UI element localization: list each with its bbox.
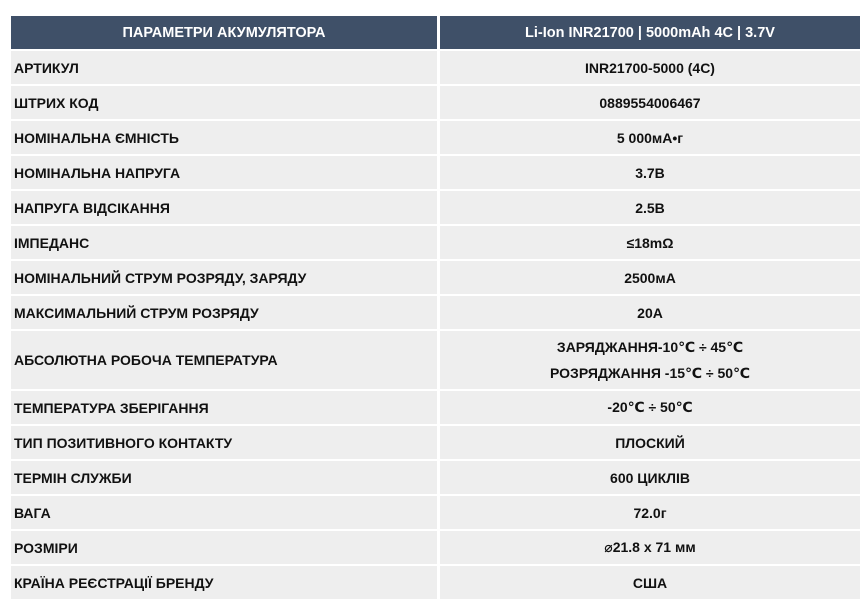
battery-spec-table	[11, 14, 860, 601]
row-label: ІМПЕДАНС	[11, 226, 440, 259]
row-label: ВАГА	[11, 496, 440, 529]
row-value: 2.5В	[440, 191, 860, 224]
table-row	[11, 331, 860, 389]
table-row	[11, 566, 860, 599]
table-row	[11, 261, 860, 294]
row-value: 20А	[440, 296, 860, 329]
table-row	[11, 531, 860, 564]
row-value: США	[440, 566, 860, 599]
row-label: ТИП ПОЗИТИВНОГО КОНТАКТУ	[11, 426, 440, 459]
row-value: 72.0г	[440, 496, 860, 529]
table-row	[11, 86, 860, 119]
table-row	[11, 426, 860, 459]
table-row	[11, 226, 860, 259]
table-header-row	[11, 16, 860, 49]
row-value: ⌀21.8 х 71 мм	[440, 531, 860, 564]
header-parameters: ПАРАМЕТРИ АКУМУЛЯТОРА	[11, 16, 440, 49]
row-value: 2500мА	[440, 261, 860, 294]
table-row	[11, 191, 860, 224]
row-label: КРАЇНА РЕЄСТРАЦІЇ БРЕНДУ	[11, 566, 440, 599]
table-row	[11, 496, 860, 529]
table-row	[11, 156, 860, 189]
row-value-line: ЗАРЯДЖАННЯ-10℃ ÷ 45℃	[556, 339, 744, 355]
row-value: 0889554006467	[440, 86, 860, 119]
row-label: НОМІНАЛЬНИЙ СТРУМ РОЗРЯДУ, ЗАРЯДУ	[11, 261, 440, 294]
row-label: НАПРУГА ВІДСІКАННЯ	[11, 191, 440, 224]
row-value-line: РОЗРЯДЖАННЯ -15℃ ÷ 50℃	[550, 365, 750, 381]
row-value: 5 000мА•г	[440, 121, 860, 154]
row-label: НОМІНАЛЬНА НАПРУГА	[11, 156, 440, 189]
row-label: РОЗМІРИ	[11, 531, 440, 564]
row-label: ТЕМПЕРАТУРА ЗБЕРІГАННЯ	[11, 391, 440, 424]
row-label: АРТИКУЛ	[11, 51, 440, 84]
row-value: 600 ЦИКЛІВ	[440, 461, 860, 494]
row-value: ПЛОСКИЙ	[440, 426, 860, 459]
header-model: Li-Ion INR21700 | 5000mAh 4C | 3.7V	[440, 16, 860, 49]
table-row	[11, 296, 860, 329]
table-row	[11, 51, 860, 84]
row-label: НОМІНАЛЬНА ЄМНІСТЬ	[11, 121, 440, 154]
row-value: INR21700-5000 (4C)	[440, 51, 860, 84]
row-label: ТЕРМІН СЛУЖБИ	[11, 461, 440, 494]
table-row	[11, 461, 860, 494]
row-label: МАКСИМАЛЬНИЙ СТРУМ РОЗРЯДУ	[11, 296, 440, 329]
table-row	[11, 121, 860, 154]
row-value	[440, 331, 860, 389]
row-label: ШТРИХ КОД	[11, 86, 440, 119]
row-label: АБСОЛЮТНА РОБОЧА ТЕМПЕРАТУРА	[11, 331, 440, 389]
row-value: -20℃ ÷ 50℃	[440, 391, 860, 424]
row-value: ≤18mΩ	[440, 226, 860, 259]
table-row	[11, 391, 860, 424]
row-value: 3.7В	[440, 156, 860, 189]
